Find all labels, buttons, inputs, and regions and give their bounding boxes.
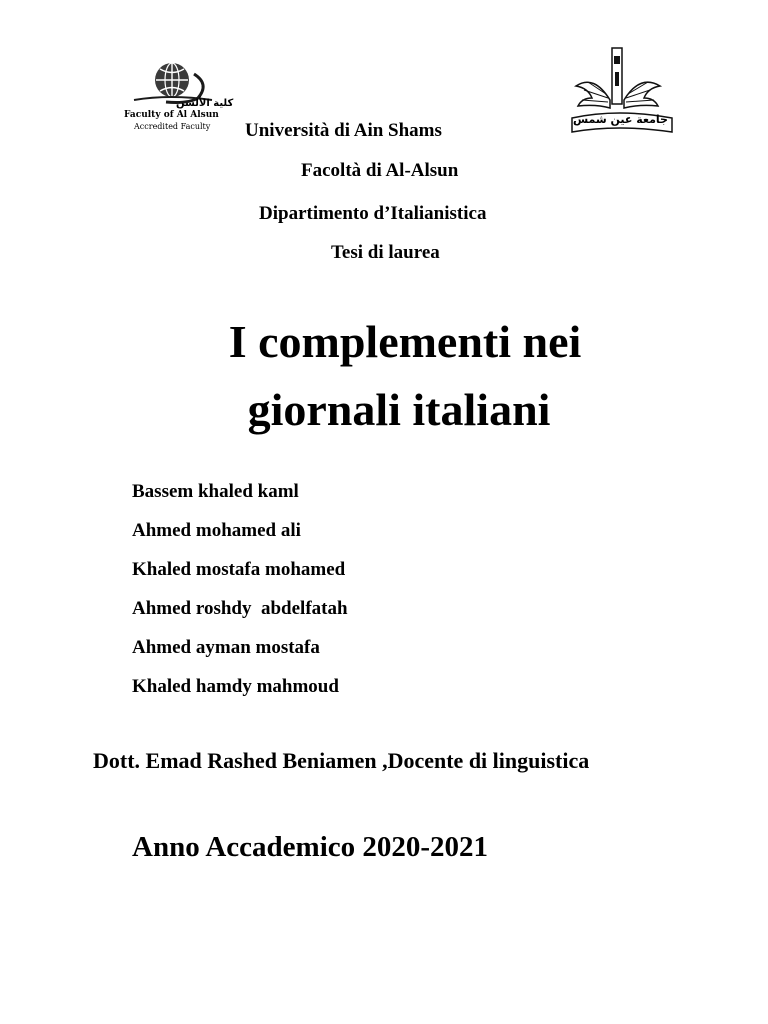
author-name: Khaled hamdy mahmoud [132, 676, 339, 697]
academic-year: Anno Accademico 2020-2021 [132, 831, 489, 863]
faculty-logo-arabic-text: كلية الألسن [176, 98, 234, 109]
author-name: Ahmed mohamed ali [132, 520, 301, 541]
document-type: Tesi di laurea [331, 242, 440, 263]
author-name: Khaled mostafa mohamed [132, 559, 346, 580]
thesis-title-line-1: I complementi nei [228, 316, 582, 367]
university-seal-logo [568, 44, 680, 136]
university-name: Università di Ain Shams [245, 120, 442, 141]
authors-list [132, 480, 348, 714]
faculty-logo [120, 60, 232, 142]
thesis-title-line-2: giornali italiani [247, 384, 551, 435]
author-name: Ahmed roshdy abdelfatah [132, 598, 348, 619]
supervisor: Dott. Emad Rashed Beniamen ,Docente di linguistica [93, 748, 590, 773]
university-seal-arabic-text: جامعة عين شمس [572, 113, 668, 126]
faculty-logo-name: Faculty of Al Alsun [124, 110, 219, 120]
department-name: Dipartimento d’Italianistica [259, 203, 487, 224]
faculty-logo-subtitle: Accredited Faculty [134, 122, 211, 131]
faculty-name: Facoltà di Al-Alsun [301, 160, 459, 181]
author-name: Ahmed ayman mostafa [132, 637, 320, 658]
author-name: Bassem khaled kaml [132, 481, 299, 502]
